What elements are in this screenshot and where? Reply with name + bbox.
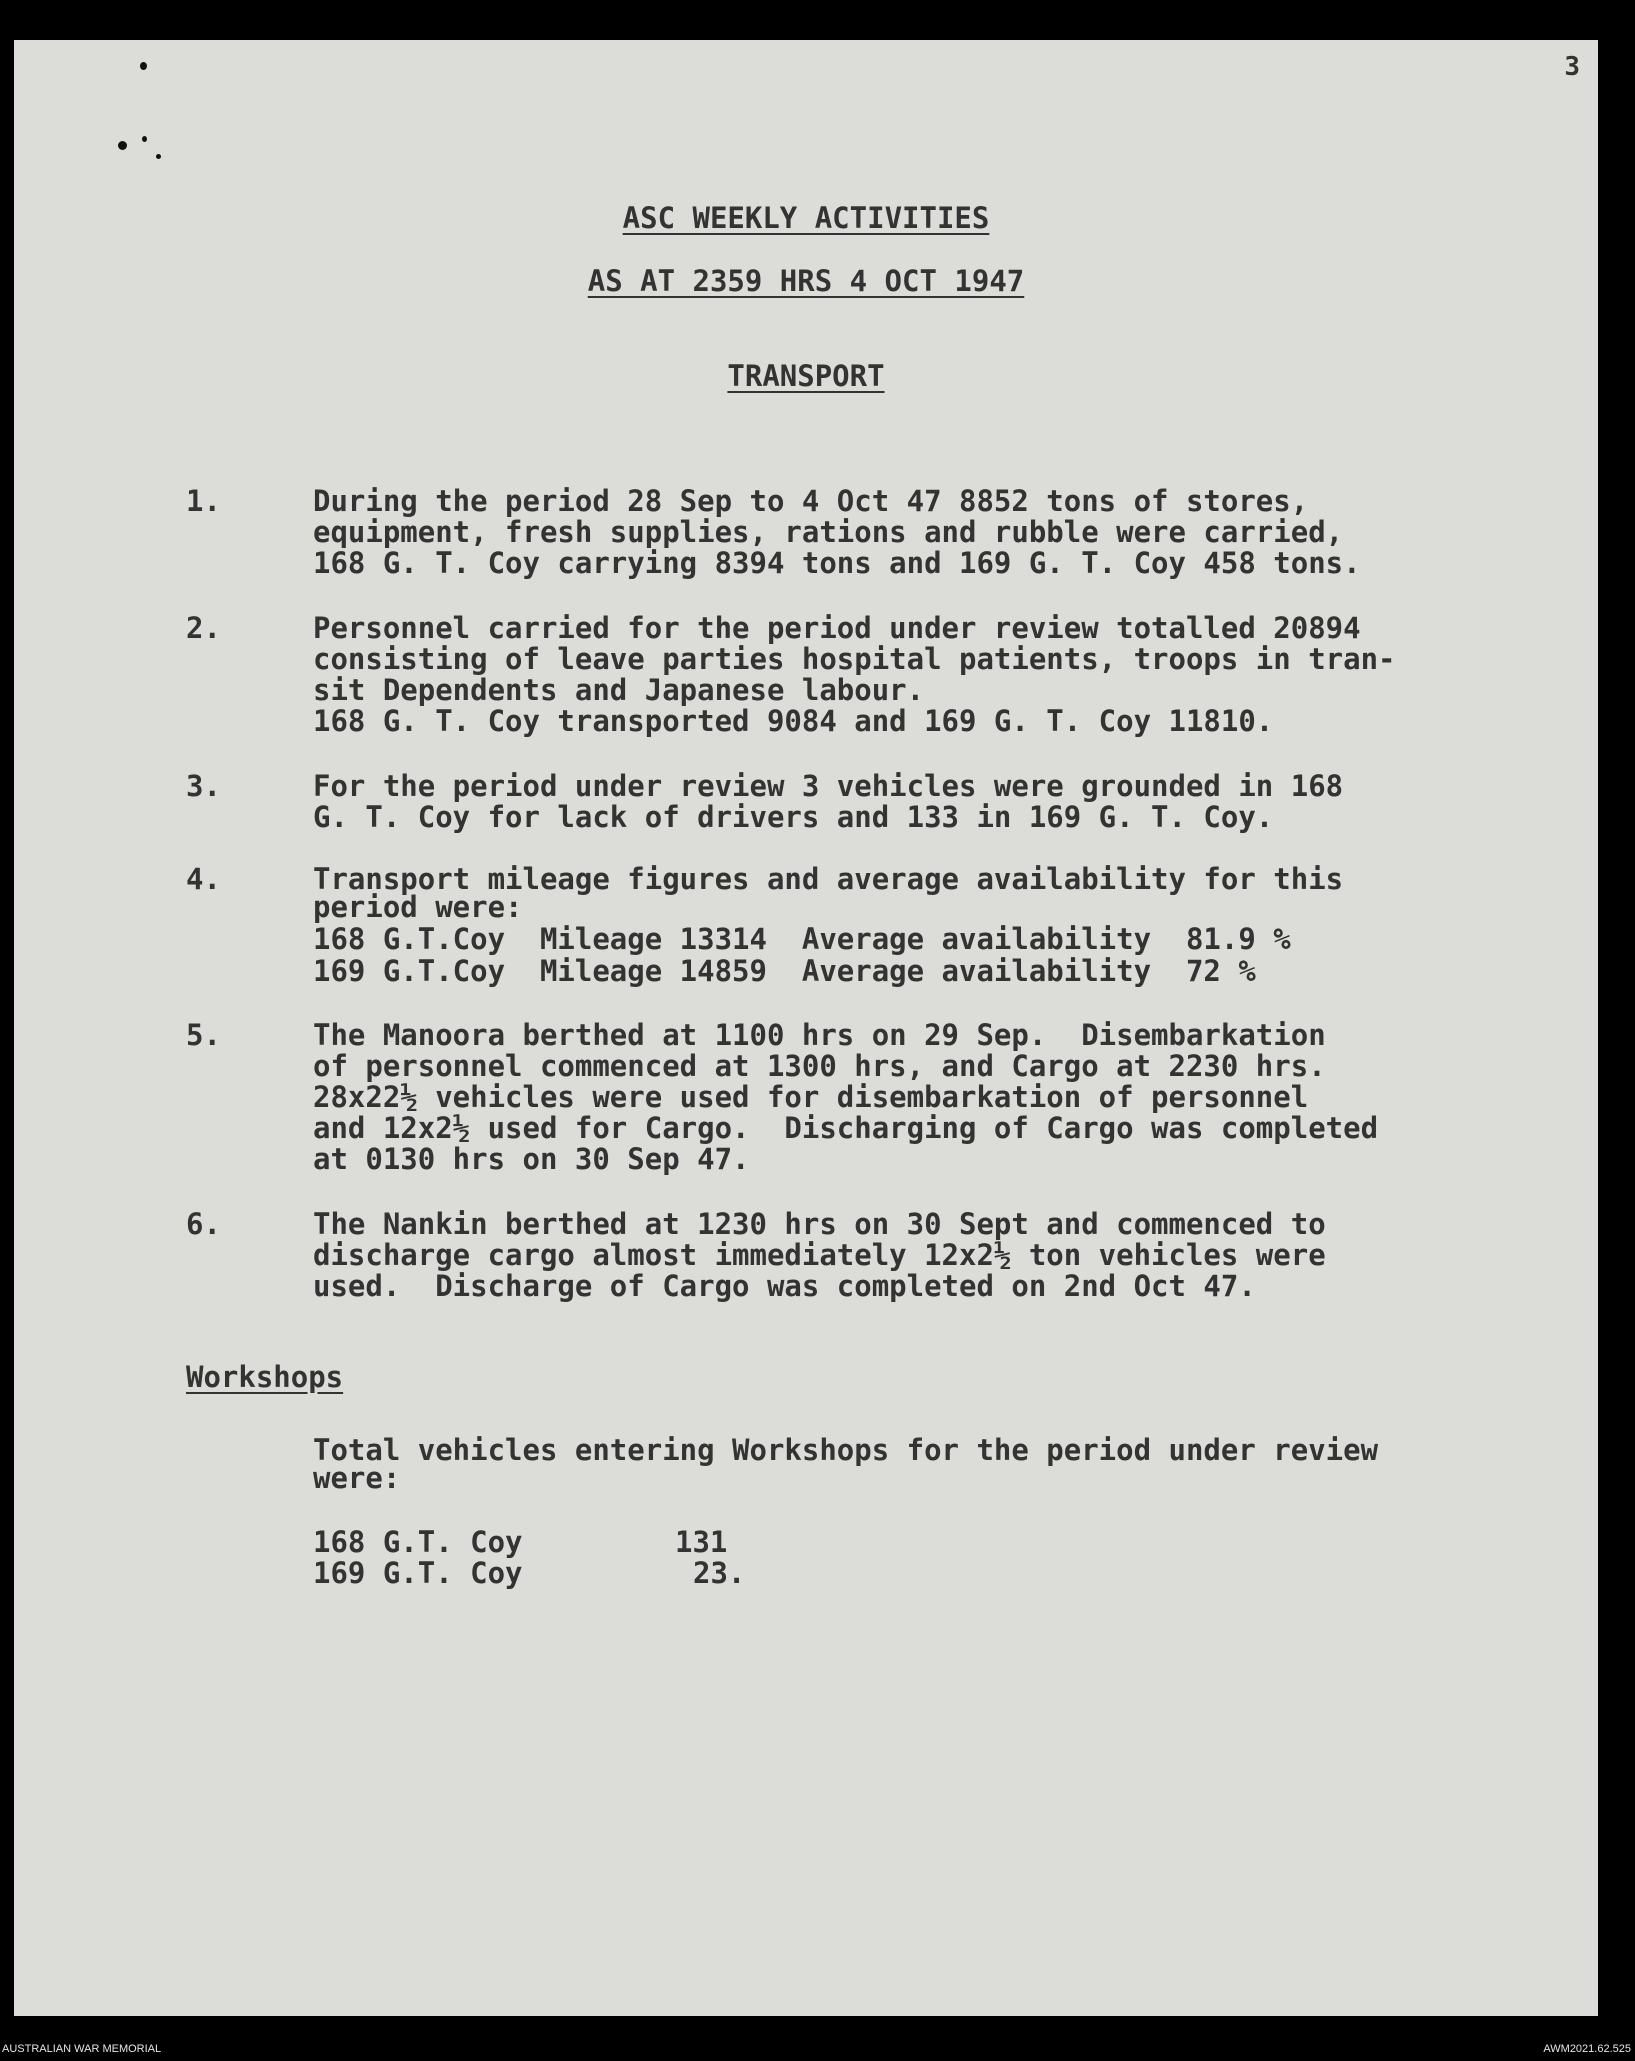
paragraph-line: Total vehicles entering Workshops for the period under review <box>313 1433 1379 1467</box>
punch-hole-mark <box>156 154 161 159</box>
paragraph-line: used. Discharge of Cargo was completed on 2nd Oct 47. <box>313 1269 1256 1303</box>
paragraph-line: During the period 28 Sep to 4 Oct 47 8852 tons of stores, <box>313 484 1309 518</box>
section-heading-transport: TRANSPORT <box>727 359 885 393</box>
paragraph-line: and 12x2½ used for Cargo. Discharging of Cargo was completed <box>313 1111 1379 1145</box>
paragraph-line: 168 G. T. Coy transported 9084 and 169 G. T. Coy 11810. <box>313 704 1274 738</box>
punch-hole-mark <box>142 136 147 142</box>
document-date-line: AS AT 2359 HRS 4 OCT 1947 <box>587 264 1025 298</box>
workshops-count: 131 <box>675 1525 728 1559</box>
paragraph-line: Personnel carried for the period under review totalled 20894 <box>313 611 1361 645</box>
paragraph-line: equipment, fresh supplies, rations and rubble were carried, <box>313 515 1344 549</box>
paragraph-line: consisting of leave parties hospital patients, troops in tran- <box>313 642 1396 676</box>
workshops-count: 23. <box>693 1556 746 1590</box>
document-page <box>14 40 1598 2016</box>
paragraph-number: 3. <box>186 769 221 803</box>
paragraph-line: For the period under review 3 vehicles were grounded in 168 <box>313 769 1344 803</box>
paragraph-number: 2. <box>186 611 221 645</box>
paragraph-line: sit Dependents and Japanese labour. <box>313 673 925 707</box>
document-title: ASC WEEKLY ACTIVITIES <box>622 201 990 235</box>
workshops-unit: 169 G.T. Coy <box>313 1556 523 1590</box>
paragraph-line: period were: <box>313 890 523 924</box>
paragraph-line: The Nankin berthed at 1230 hrs on 30 Sept and commenced to <box>313 1207 1326 1241</box>
punch-hole-mark <box>118 141 127 150</box>
archive-footer-left: AUSTRALIAN WAR MEMORIAL <box>2 2043 162 2055</box>
section-heading-workshops: Workshops <box>186 1360 344 1394</box>
paragraph-number: 6. <box>186 1207 221 1241</box>
paragraph-line: were: <box>313 1461 401 1495</box>
paragraph-line: 168 G. T. Coy carrying 8394 tons and 169 G. T. Coy 458 tons. <box>313 546 1361 580</box>
paragraph-line: The Manoora berthed at 1100 hrs on 29 Sep. Disembarkation <box>313 1018 1326 1052</box>
paragraph-line: 169 G.T.Coy Mileage 14859 Average availability 72 % <box>313 954 1256 988</box>
paragraph-line: 28x22½ vehicles were used for disembarkation of personnel <box>313 1080 1309 1114</box>
archive-footer-right: AWM2021.62.525 <box>1543 2043 1631 2055</box>
paragraph-line: of personnel commenced at 1300 hrs, and Cargo at 2230 hrs. <box>313 1049 1326 1083</box>
paragraph-number: 1. <box>186 484 221 518</box>
paragraph-line: 168 G.T.Coy Mileage 13314 Average availability 81.9 % <box>313 922 1291 956</box>
page-number: 3 <box>1564 52 1580 82</box>
punch-hole-mark <box>140 62 147 70</box>
paragraph-line: G. T. Coy for lack of drivers and 133 in 169 G. T. Coy. <box>313 800 1274 834</box>
workshops-unit: 168 G.T. Coy <box>313 1525 523 1559</box>
paragraph-number: 5. <box>186 1018 221 1052</box>
paragraph-line: at 0130 hrs on 30 Sep 47. <box>313 1142 750 1176</box>
paragraph-line: Transport mileage figures and average availability for this <box>313 862 1344 896</box>
paragraph-line: discharge cargo almost immediately 12x2½ ton vehicles were <box>313 1238 1326 1272</box>
paragraph-number: 4. <box>186 862 221 896</box>
